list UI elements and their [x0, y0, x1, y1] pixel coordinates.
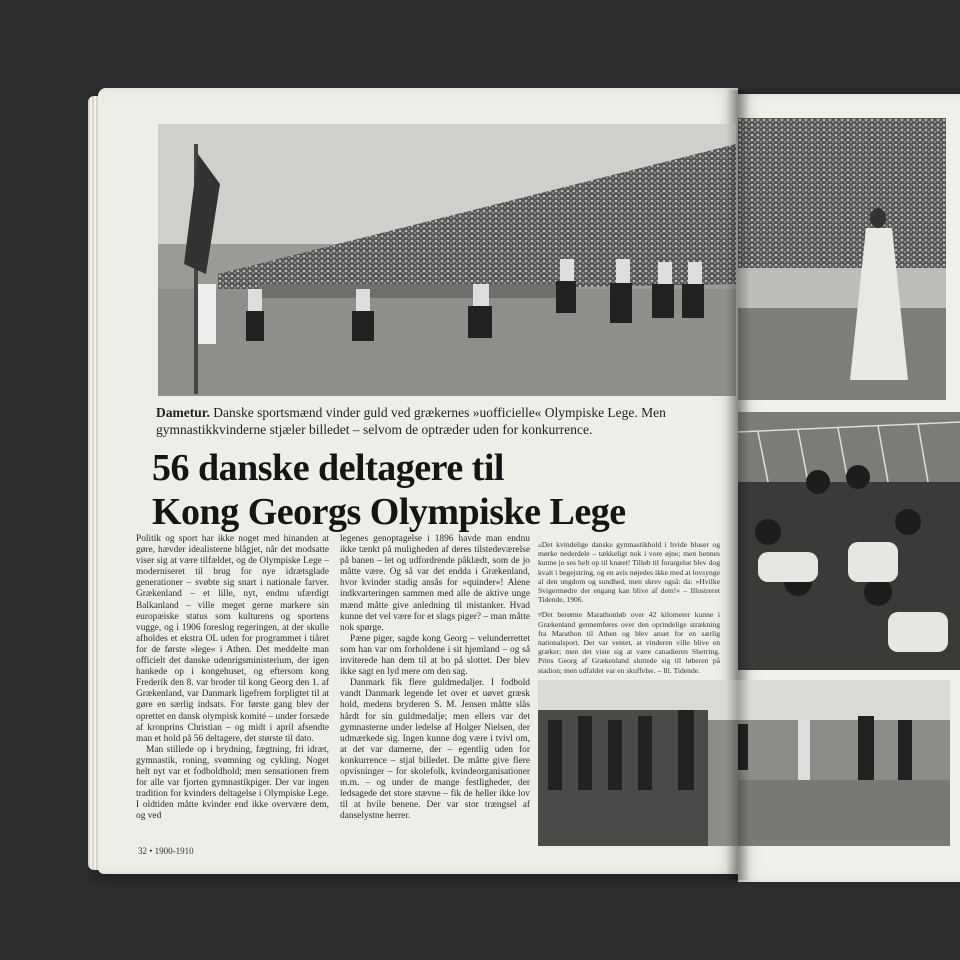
article-column-2 [340, 534, 530, 844]
headline-line-2: Kong Georgs Olympiske Lege [152, 491, 626, 533]
spectators-photo [738, 412, 960, 670]
column2-paragraph: Danmark fik flere guldmedaljer. I fodbold vandt Danmark legende let over et uøvet græsk hold, medens bryderen S. M. Jensen måtte slås hårdt for sin guldmedalje; men ellers var det gymnasterne under ledelse af Holger Nielsen, der udmærkede sig. Ingen kunne dog være i tvivl om, at det var damerne, der – egentlig uden for konkurrence – stjal billedet. De måtte give flere opvisninger – for skolefolk, kvindeorganisationer m.m. – og under de mange festligheder, der ledsagede det store stævne – fik de heller ikke lov til at hvile benene. Der var stor trængsel af danselystne herrer. [340, 678, 530, 822]
column2-paragraph: legenes genoptagelse i 1896 havde man endnu ikke tænkt på muligheden af deres tilstedeværelse på banen – let og udfordrende påklædt, som de jo måtte være. Og så var det endda i Grækenland, hvor kvinder stadig ansås for »quinder«! Alene indkvarteringen sammen med alle de aktive unge mænd måtte give anledning til mistanker. Hvad kunne det vel være for et slags piger? – man måtte nok spørge. [340, 534, 530, 633]
page-number: 32 • 1900-1910 [138, 846, 194, 856]
sidenote-gymnasts: ▵Det kvindelige danske gymnastikhold i hvide bluser og mørke nederdele – tækkeligt nok i vore øjne; men hennes kunne jo ses helt op til knæet! Tilløb til forargelse blev dog kvalt i begejstring, og en avis nøjedes ikke med at lovsynge al den ungdom og sundhed, men skrev også: da: »Hvilke Svigermødre der engang kan blive af dem!« – Illustreret Tidende, 1906. [538, 540, 720, 605]
gymnasts-photo [158, 124, 736, 396]
headline-line-1: 56 danske deltagere til [152, 447, 504, 489]
column1-paragraph: Politik og sport har ikke noget med hinanden at gøre, hævder idealisterne blågjet, når det modsatte viser sig at være tilfældet, og de Olympiske Lege – moderniseret til brug for nye idrætsglade generationer – svøbte sig snart i nationale farver. Grækenland – et lille, nyt, endnu ufærdigt Balkanland – ville meget gerne markere sin europæiske status som kulturens og sportens vugge, og i 1906 foreslog regeringen, at der skulle afholdes et ekstra OL uden for programmet i tiåret for de første »lege« i Athen. Det meddelte man officielt det danske udenrigsministerium, der igen hankede op i kongehuset, og eftersom kong Frederik den 8. var broder til kong Georg den 1. af Grækenland, var Danmark ligefrem forpligtet til at gøre en særlig indsats. For første gang blev der oprettet en dansk olympisk komité – under forsæde af kronprins Christian – og midt i april afsendte man et hold på 56 deltagere, det største til dato. [136, 534, 329, 744]
photo-caption [156, 404, 716, 438]
column1-paragraph: Man stillede op i brydning, fægtning, fri idræt, gymnastik, roning, svømning og cykling. Noget helt nyt var et fodboldhold; men sensationen frem for alle var fjorten gymnastikpiger. Der var ingen tradition for kvinders deltagelse i Olympiske Lege. I oldtiden måtte kvinder end ikke overvære dem, og ved [136, 744, 329, 822]
column2-paragraph: Pæne piger, sagde kong Georg – velunderrettet som han var om forholdene i sit hjemland – og så inviterede han dem til at bo på slottet. Der blev ikke sagt en lyd mere om den sag. [340, 633, 530, 678]
sidenote-marathon: ▿Det berømte Marathonløb over 42 kilometer kunne i Grækenland gennemføres over den oprindelige strækning fra Marathon til Athen og blev anset for en særlig nationalsport. Det var ventet, at vinderen ville blive en græker; men det viste sig at være canadieren Sherring. Prins Georg af Grækenland sluttede sig til løberen på stadion; men udfaldet var en skuffelse. – Ill. Tidende. [538, 610, 720, 674]
photo-sidenotes [538, 540, 720, 674]
caption-lead-word: Dametur. [156, 405, 210, 420]
woman-stadium-photo [738, 118, 946, 400]
article-column-1 [136, 534, 329, 844]
article-headline [152, 446, 732, 534]
caption-text: Danske sportsmænd vinder guld ved grækernes »uofficielle« Olympiske Lege. Men gymnastikkvinderne stjæler billedet – selvom de optræder uden for konkurrence. [156, 405, 666, 437]
